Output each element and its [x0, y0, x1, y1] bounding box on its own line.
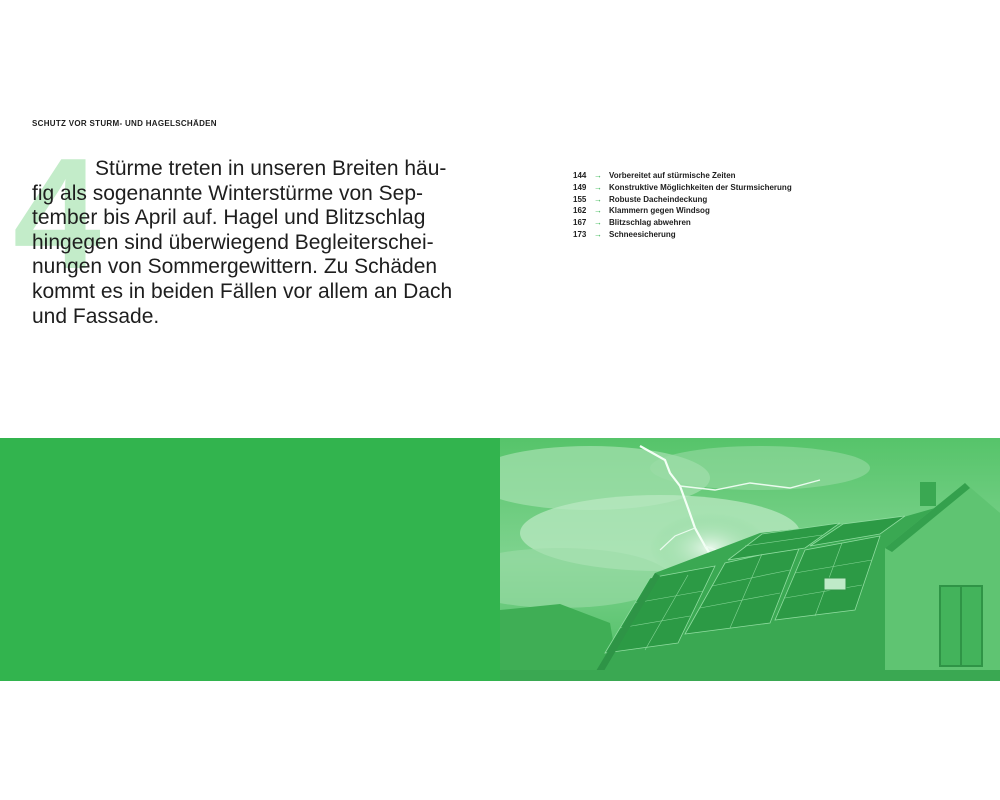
toc-title: Blitzschlag abwehren — [609, 218, 691, 228]
toc-title: Konstruktive Möglichkeiten der Sturmsicherung — [609, 182, 792, 192]
toc-item[interactable] — [573, 229, 792, 241]
intro-line: fig als sogenannte Winterstürme von Sep- — [32, 181, 424, 205]
arrow-right-icon: → — [594, 229, 602, 239]
toc-item[interactable] — [573, 182, 792, 194]
intro-line: hingegen sind überwiegend Begleiterschei- — [32, 230, 434, 254]
toc-item[interactable] — [573, 170, 792, 182]
intro-line: und Fassade. — [32, 304, 160, 328]
section-label: SCHUTZ VOR STURM- UND HAGELSCHÄDEN — [32, 119, 217, 128]
arrow-right-icon: → — [594, 194, 602, 204]
intro-line: kommt es in beiden Fällen vor allem an Dach — [32, 279, 453, 303]
arrow-right-icon: → — [594, 171, 602, 180]
intro-paragraph — [32, 157, 452, 329]
toc-item[interactable] — [573, 217, 792, 229]
toc-page-number: 155 — [573, 194, 587, 204]
arrow-right-icon: → — [594, 206, 602, 216]
toc-page-number: 162 — [573, 206, 587, 216]
toc-page-number: 167 — [573, 218, 587, 228]
chapter-number: 4 — [13, 126, 97, 302]
toc-title: Klammern gegen Windsog — [609, 206, 710, 216]
intro-line: Stürme treten in unseren Breiten häu- — [95, 157, 447, 180]
toc-title: Schneesicherung — [609, 229, 676, 239]
toc-page-number: 149 — [573, 182, 587, 192]
toc-title: Vorbereitet auf stürmische Zeiten — [609, 171, 736, 180]
arrow-right-icon: → — [594, 218, 602, 228]
arrow-right-icon: → — [594, 182, 602, 192]
toc-item[interactable] — [573, 194, 792, 206]
toc-title: Robuste Dacheindeckung — [609, 194, 708, 204]
toc-page-number: 173 — [573, 229, 587, 239]
toc-item[interactable] — [573, 205, 792, 217]
intro-line: tember bis April auf. Hagel und Blitzschlag — [32, 206, 426, 230]
table-of-contents — [573, 170, 792, 241]
toc-page-number: 144 — [573, 171, 587, 180]
intro-line: nungen von Sommergewittern. Zu Schäden — [32, 255, 438, 279]
house-solar-lightning-photo — [500, 438, 1000, 681]
